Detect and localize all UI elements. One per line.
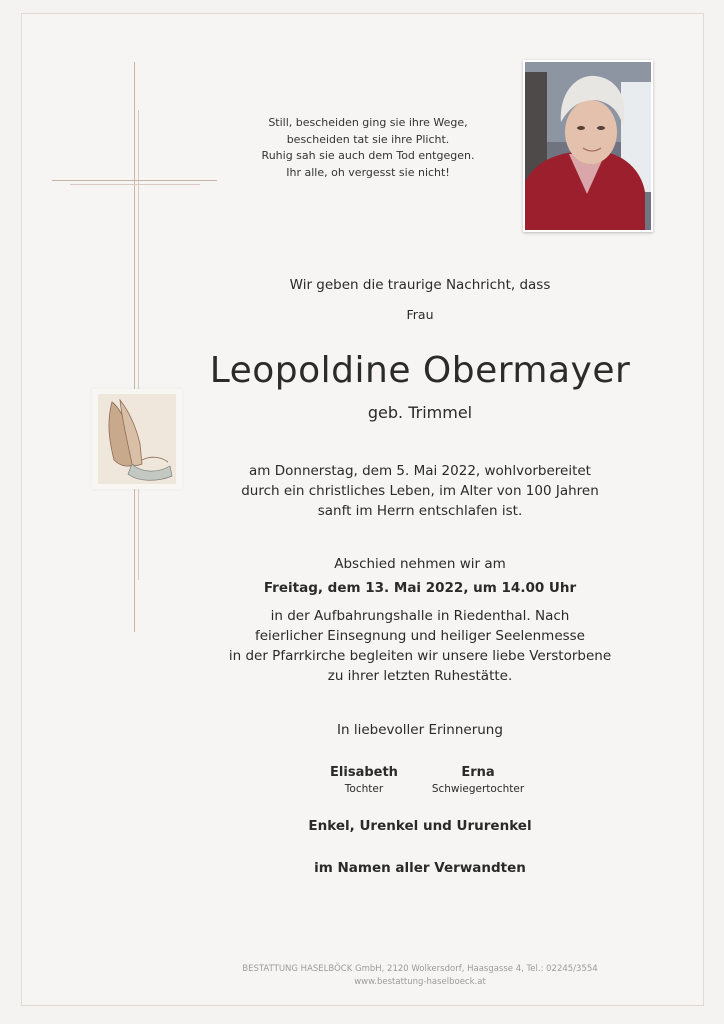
death-line: durch ein christliches Leben, im Alter von 100 Jahren [241, 483, 599, 499]
grandchildren-text: Enkel, Urenkel und Ururenkel [308, 818, 532, 834]
cross-horizontal-line [52, 180, 217, 181]
intro-text: Wir geben die traurige Nachricht, dass [289, 277, 551, 293]
relative-relation: Tochter [344, 783, 384, 795]
poem-line: Still, bescheiden ging sie ihre Wege, [268, 116, 468, 129]
funeral-date: Freitag, dem 13. Mai 2022, um 14.00 Uhr [263, 580, 577, 596]
title-text: Frau [406, 307, 434, 322]
venue-line: in der Pfarrkirche begleiten wir unsere liebe Verstorbene [228, 648, 612, 664]
behalf-text: im Namen aller Verwandten [314, 860, 526, 876]
death-notice [200, 461, 640, 521]
portrait-image [525, 62, 651, 230]
poem-line: Ihr alle, oh vergesst sie nicht! [286, 165, 450, 179]
farewell-text: Abschied nehmen wir am [334, 556, 506, 572]
memory-text: In liebevoller Erinnerung [337, 722, 503, 738]
footer-website[interactable]: www.bestattung-haselboeck.at [354, 977, 486, 987]
venue-line: in der Aufbahrungshalle in Riedenthal. Nach [270, 608, 570, 624]
praying-hands-image [92, 389, 182, 489]
cross-vertical-line [134, 62, 135, 632]
venue-text [200, 606, 640, 686]
poem [248, 115, 488, 181]
portrait-photo [523, 60, 653, 232]
relative-relation: Schwiegertochter [431, 783, 525, 795]
footer [200, 963, 640, 989]
poem-line: bescheiden tat sie ihre Plicht. [286, 132, 450, 146]
relative-erna [408, 765, 548, 795]
cross-horizontal-line-secondary [70, 184, 200, 185]
deceased-name: Leopoldine Obermayer [209, 350, 631, 391]
relative-name: Elisabeth [330, 765, 398, 780]
praying-hands-icon [98, 394, 176, 484]
venue-line: zu ihrer letzten Ruhestätte. [327, 668, 513, 684]
poem-line: Ruhig sah sie auch dem Tod entgegen. [261, 149, 475, 162]
relative-name: Erna [461, 765, 495, 780]
death-line: am Donnerstag, dem 5. Mai 2022, wohlvorbereitet [249, 463, 591, 479]
maiden-name: geb. Trimmel [367, 403, 473, 422]
venue-line: feierlicher Einsegnung und heiliger Seelenmesse [255, 628, 585, 644]
death-line: sanft im Herrn entschlafen ist. [317, 503, 523, 519]
footer-address: BESTATTUNG HASELBÖCK GmbH, 2120 Wolkersdorf, Haasgasse 4, Tel.: 02245/3554 [242, 964, 598, 974]
